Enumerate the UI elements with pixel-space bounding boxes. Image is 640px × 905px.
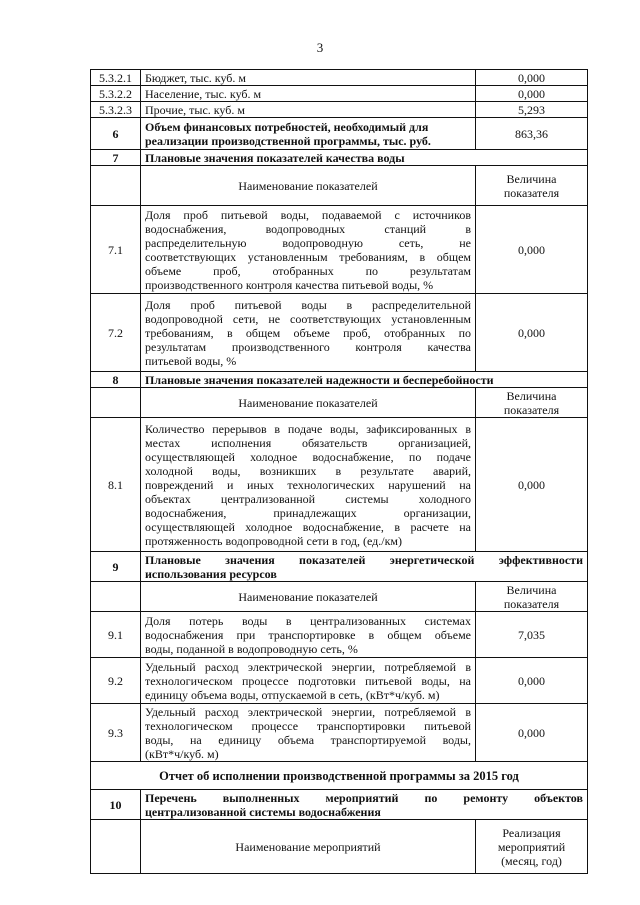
row-label: Бюджет, тыс. куб. м bbox=[141, 70, 476, 86]
row-label-line: технологическом процессе транспортировки питьевой bbox=[145, 718, 471, 733]
row-value: 0,000 bbox=[476, 206, 588, 294]
row-label-line: единицу объема воды, отпускаемой в сеть, (кВт*ч/куб. м) bbox=[145, 687, 440, 702]
row-label-line: водоснабжения, принадлежащих организации, bbox=[145, 505, 471, 520]
section-number: 9 bbox=[91, 552, 141, 582]
row-label-line: соответствующих установленным требованиям, в общем bbox=[145, 249, 471, 264]
row-number: 9.3 bbox=[91, 704, 141, 762]
column-header-name: Наименование мероприятий bbox=[141, 820, 476, 874]
row-label-line: Объем финансовых потребностей, необходимый для bbox=[145, 119, 429, 134]
header-line: Величина bbox=[506, 171, 557, 186]
header-line: Величина bbox=[506, 582, 557, 597]
row-label-line: технологическом процессе подготовки питьевой воды, на bbox=[145, 673, 471, 688]
table-row bbox=[91, 294, 588, 372]
section-title: Плановые значения показателей надежности и бесперебойности bbox=[141, 372, 588, 388]
row-label-line: Доля проб питьевой воды, подаваемой с источников bbox=[145, 207, 471, 222]
empty-cell bbox=[91, 388, 141, 418]
row-value: 0,000 bbox=[476, 86, 588, 102]
report-title: Отчет об исполнении производственной программы за 2015 год bbox=[91, 762, 588, 790]
section-title bbox=[141, 790, 588, 820]
row-label-line: осуществляющей холодное водоснабжение, по подаче bbox=[145, 449, 471, 464]
row-value: 863,36 bbox=[476, 118, 588, 150]
table-row bbox=[91, 612, 588, 658]
row-value: 7,035 bbox=[476, 612, 588, 658]
section-number: 8 bbox=[91, 372, 141, 388]
section-title-line: Перечень выполненных мероприятий по ремонту объектов bbox=[145, 790, 583, 805]
page-number: 3 bbox=[316, 40, 324, 55]
row-label-line: воды, на единицу объема транспортируемой воды, bbox=[145, 732, 471, 747]
section-title bbox=[141, 552, 588, 582]
row-value: 0,000 bbox=[476, 418, 588, 552]
row-value: 0,000 bbox=[476, 70, 588, 86]
row-label bbox=[141, 118, 476, 150]
header-row bbox=[91, 388, 588, 418]
section-row bbox=[91, 372, 588, 388]
row-number: 8.1 bbox=[91, 418, 141, 552]
table-row bbox=[91, 658, 588, 704]
section-title-line: Плановые значения показателей энергетической эффективности bbox=[145, 552, 583, 567]
row-label-line: требованиям, в общем объеме проб, отобранных по bbox=[145, 325, 471, 340]
program-table bbox=[90, 69, 588, 874]
table-row bbox=[91, 102, 588, 118]
header-line: мероприятий bbox=[497, 839, 566, 854]
row-value: 0,000 bbox=[476, 704, 588, 762]
row-label-line: местах исполнения обязательств организацией, bbox=[145, 435, 471, 450]
empty-cell bbox=[91, 166, 141, 206]
row-number: 5.3.2.1 bbox=[91, 70, 141, 86]
header-row bbox=[91, 166, 588, 206]
row-label bbox=[141, 418, 476, 552]
row-label-line: распределительную водопроводную сеть, не bbox=[145, 235, 471, 250]
empty-cell bbox=[91, 820, 141, 874]
row-label-line: водоснабжения, водопроводных станций в bbox=[145, 221, 471, 236]
row-label-line: водопроводной сети, не соответствующих установленным bbox=[145, 311, 471, 326]
row-label-line: повреждений и иных технологических нарушений на bbox=[145, 477, 471, 492]
row-value: 0,000 bbox=[476, 294, 588, 372]
section-title-line: централизованной системы водоснабжения bbox=[145, 804, 381, 819]
row-label-line: воды, поданной в водопроводную сеть, % bbox=[145, 641, 358, 656]
section-row bbox=[91, 150, 588, 166]
row-label-line: холодной воды, возникших в результате аварий, bbox=[145, 463, 471, 478]
header-line: (месяц, год) bbox=[501, 853, 562, 868]
header-line: показателя bbox=[503, 185, 560, 200]
section-row bbox=[91, 790, 588, 820]
column-header-name: Наименование показателей bbox=[141, 388, 476, 418]
row-label bbox=[141, 612, 476, 658]
header-line: Реализация bbox=[502, 825, 561, 840]
section-number: 7 bbox=[91, 150, 141, 166]
row-number: 7.1 bbox=[91, 206, 141, 294]
column-header-name: Наименование показателей bbox=[141, 582, 476, 612]
row-label-line: Доля проб питьевой воды в распределительной bbox=[145, 297, 471, 312]
empty-cell bbox=[91, 582, 141, 612]
table-row bbox=[91, 206, 588, 294]
row-label bbox=[141, 658, 476, 704]
row-label-line: Количество перерывов в подаче воды, зафиксированных в bbox=[145, 421, 471, 436]
table-row bbox=[91, 70, 588, 86]
row-label-line: объеме проб, отобранных по результатам bbox=[145, 263, 471, 278]
row-number: 9.2 bbox=[91, 658, 141, 704]
row-label-line: результатам производственного контроля качества bbox=[145, 339, 471, 354]
header-line: показателя bbox=[503, 596, 560, 611]
row-label bbox=[141, 704, 476, 762]
header-row bbox=[91, 820, 588, 874]
column-header-value bbox=[476, 166, 588, 206]
column-header-value bbox=[476, 388, 588, 418]
row-number: 7.2 bbox=[91, 294, 141, 372]
table-row bbox=[91, 418, 588, 552]
row-label bbox=[141, 294, 476, 372]
row-number: 5.3.2.3 bbox=[91, 102, 141, 118]
table-row bbox=[91, 704, 588, 762]
row-label: Прочие, тыс. куб. м bbox=[141, 102, 476, 118]
header-row bbox=[91, 582, 588, 612]
table-row bbox=[91, 118, 588, 150]
row-label-line: Удельный расход электрической энергии, потребляемой в bbox=[145, 704, 471, 719]
row-value: 0,000 bbox=[476, 658, 588, 704]
row-value: 5,293 bbox=[476, 102, 588, 118]
row-label-line: объектах централизованной системы холодного bbox=[145, 491, 471, 506]
row-label-line: производственного контроля качества питьевой воды, % bbox=[145, 277, 434, 292]
section-title: Плановые значения показателей качества воды bbox=[141, 150, 588, 166]
row-label-line: протяженность водопроводной сети в год, (ед./км) bbox=[145, 533, 403, 548]
row-number: 5.3.2.2 bbox=[91, 86, 141, 102]
report-title-row bbox=[91, 762, 588, 790]
row-label bbox=[141, 206, 476, 294]
section-number: 10 bbox=[91, 790, 141, 820]
column-header-value bbox=[476, 820, 588, 874]
row-label-line: Доля потерь воды в централизованных системах bbox=[145, 613, 471, 628]
row-label-line: реализации производственной программы, тыс. руб. bbox=[145, 133, 431, 148]
row-label-line: питьевой воды, % bbox=[145, 353, 237, 368]
row-number: 9.1 bbox=[91, 612, 141, 658]
row-label: Население, тыс. куб. м bbox=[141, 86, 476, 102]
row-label-line: Удельный расход электрической энергии, потребляемой в bbox=[145, 659, 471, 674]
row-label-line: (кВт*ч/куб. м) bbox=[145, 746, 219, 761]
column-header-value bbox=[476, 582, 588, 612]
header-line: показателя bbox=[503, 402, 560, 417]
table-row bbox=[91, 86, 588, 102]
section-title-line: использования ресурсов bbox=[145, 566, 277, 581]
header-line: Величина bbox=[506, 388, 557, 403]
row-label-line: водоснабжения при транспортировке в общем объеме bbox=[145, 627, 471, 642]
row-label-line: осуществляющей холодное водоснабжение, в расчете на bbox=[145, 519, 471, 534]
row-number: 6 bbox=[91, 118, 141, 150]
column-header-name: Наименование показателей bbox=[141, 166, 476, 206]
section-row bbox=[91, 552, 588, 582]
